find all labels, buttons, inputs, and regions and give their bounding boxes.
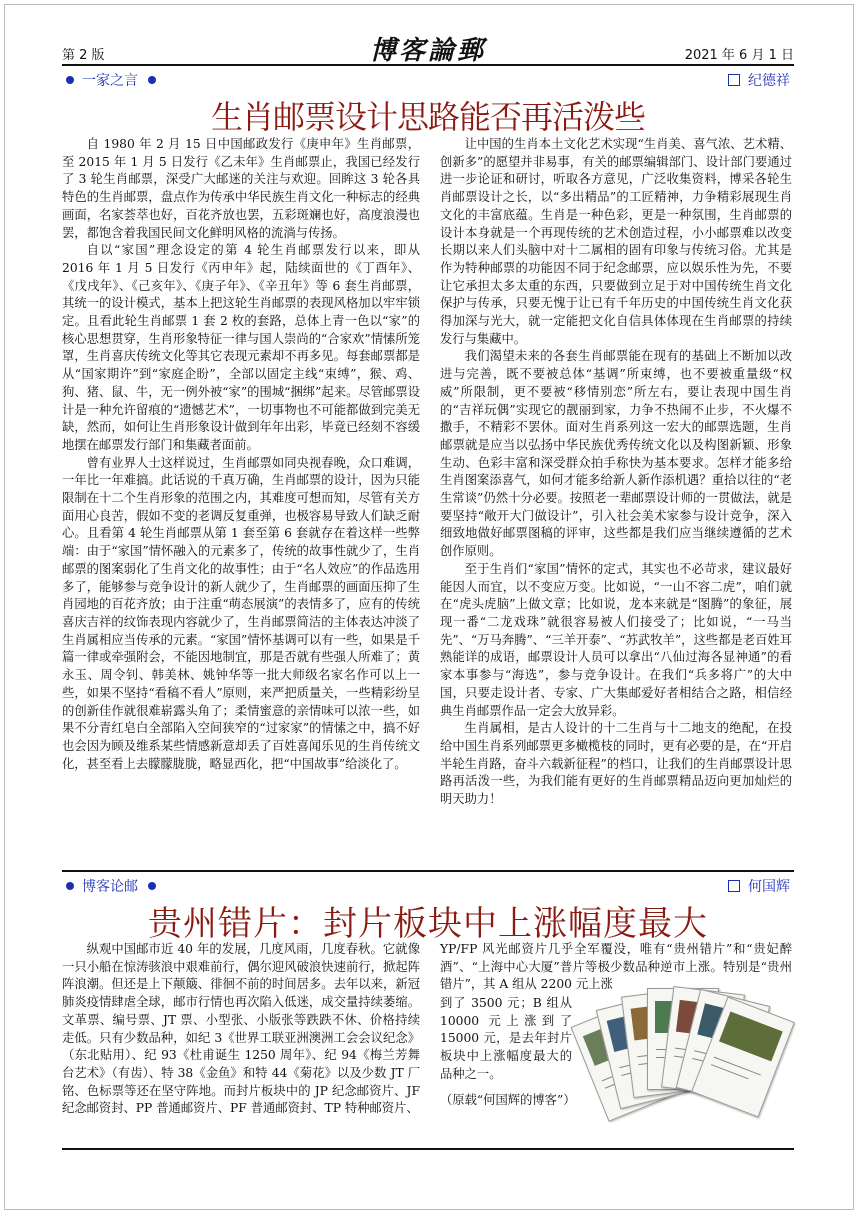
newspaper-title: 博客論郵: [369, 36, 486, 66]
author-name: 纪德祥: [748, 73, 790, 89]
article1-paragraph: 曾有业界人士这样说过，生肖邮票如同央视春晚，众口难调，一年比一年难搞。此话说的千真万确，生肖邮票的设计，因为只能限制在十二个生肖形象的范围之内，其难度可想而知，尽管有关方面用心良苦，假如不变的老调反复重弹，也极容易导致人们缺乏耐心。且看第 4 轮生肖邮票从第 1 套至第 6 套就存在着这样一些弊端：由于“家国”情怀融入的元素多了，传统的故事性就少了，生肖邮票的图案弱化了生肖文化的故事性；由于“名人效应”的作品选用多了，能够参与竞争设计的新人就少了，生肖邮票的画面压抑了生肖园地的百花齐放；由于注重“萌态展演”的表情多了，应有的传统喜庆吉祥的纹饰表现内容就少了，生肖邮票简洁的主体表达冲淡了生肖属相应当传承的元素。“家国”情怀基调可以有一些，如果是千篇一律或牵强附会，不能因地制宜，那是否就有些强人所难了；黄永玉、周令钊、韩美林、姚钟华等一批大师级名家名作可以上一些，如果不坚持“看稿不看人”原则，来严把质量关，一些精彩纷呈的创新佳作就很难崭露头角了；柔情蜜意的亲情味可以浓一些，如果不分青红皂白全部陷入空间狭窄的“过家家”的情愫之中，搞不好也会因为顾及维系某些情感新意却丢了百姓喜闻乐见的生肖传统文化，甚至看上去朦朦胧胧，略显西化，把“中国故事”给淡化了。: [62, 455, 420, 771]
article1-paragraph: 生肖属相，是古人设计的十二生肖与十二地支的绝配，在投给中国生肖系列邮票更多橄榄枝的同时，更有必要的是，在“开启半轮生肖路，奋斗六载新征程”的档口，让我们的生肖邮票设计思路再活泼一些，为我们能有更好的生肖邮票精品迈向更加灿烂的明天助力！: [440, 721, 792, 807]
author-byline-1: [728, 70, 790, 90]
bottom-rule: [62, 1148, 794, 1150]
article2-paragraph: 到了 3500 元；B 组从 10000 元上涨到了 15000 元，是去年封片板块中上涨幅度最大的品种之一。: [440, 996, 572, 1081]
source-note: （原载“何国辉的博客”）: [440, 1092, 576, 1107]
edition-label: 第 2 版: [62, 48, 105, 63]
postal-covers-photo: [585, 980, 793, 1120]
section-bar-2: [62, 874, 794, 896]
section-bar-1: [62, 68, 794, 90]
author-byline-2: [728, 876, 790, 896]
section-divider: [62, 870, 794, 872]
section-label-text: 博客论邮: [82, 879, 138, 895]
masthead-rule: [62, 64, 794, 66]
article1-paragraph: 让中国的生肖本土文化艺术实现“生肖美、喜气浓、艺术精、创新多”的愿望并非易事，有关的邮票编辑部门、设计部门要通过进一步论证和研讨，听取各方意见，广泛收集资料，博采各轮生肖邮票设计之长，以“多出精品”的工匠精神，力争精彩展现生肖文化的丰富底蕴。生肖是一种色彩，更是一种氛围，生肖邮票的设计本身就是一个再现传统的艺术创造过程，小小邮票难以改变长期以来人们头脑中对十二属相的固有印象与传统习俗。尤其是作为特种邮票的功能因不同于纪念邮票，应以娱乐性为先，不要让它承担太多太重的东西，只要做到立足于对中国传统生肖文化保护与传承，只要无愧于让已有千年历史的中国传统生肖文化获得加深与光大，就一定能把文化自信具体体现在生肖邮票的持续发行与集藏中。: [440, 137, 792, 346]
article1-column-left: [62, 136, 420, 773]
article1-paragraph: 自以“家国”理念设定的第 4 轮生肖邮票发行以来，即从 2016 年 1 月 5 日发行《丙申年》起，陆续面世的《丁酉年》、《戊戌年》、《己亥年》、《庚子年》、《辛丑年》等 6 套生肖邮票，其统一的设计模式，基本上把这轮生肖邮票的表现风格加以牢牢锁定。且看此轮生肖邮票 1 套 2 枚的套路，总体上青一色以“家”的核心思想贯穿，生肖形象特征一律与国人崇尚的“合家欢”情愫所笼罩，生肖喜庆传统文化等其它表现元素却不再多见。每套邮票都是从“国家期许”到“家庭企盼”，全部以固定主线“束缚”，猴、鸡、狗、猪、鼠、牛，无一例外被“家”的围城“捆绑”起来。尽管邮票设计是一种允许留痕的“遗憾艺术”，一切事物也不可能都做到完美无缺，然而，如何让生肖形象设计做到年年出彩，毕竟已经刻不容缓地摆在邮票发行部门和集藏者面前。: [62, 243, 420, 452]
issue-date: 2021 年 6 月 1 日: [684, 48, 794, 63]
article2-column-left: [62, 941, 420, 1118]
article1-paragraph: 至于生肖们“家国”情怀的定式，其实也不必苛求，建议最好能因人而宜，以不变应万变。比如说，“一山不容二虎”，咱们就在“虎头虎脑”上做文章；比如说，龙本来就是“图腾”的象征，展现一番“二龙戏珠”就很容易被人们接受了；比如说，“一马当先”、“万马奔腾”、“三羊开泰”、“苏武牧羊”，这些都是老百姓耳熟能详的成语，邮票设计人员可以拿出“八仙过海各显神通”的看家本事参与“海选”，参与竞争设计。在我们“兵多将广”的大中国，只要走设计者、专家、广大集邮爱好者相结合之路，相信经典生肖邮票作品一定会大放异彩。: [440, 561, 792, 718]
article2-paragraph: YP/FP 风光邮资片几乎全军覆没，唯有“贵州错片”和“贵妃醉酒”、“上海中心大厦”普片等极少数品种逆市上涨。特别是“贵州错片”，其 A 组从 2200 元上涨: [440, 942, 792, 992]
author-name: 何国辉: [748, 879, 790, 895]
bullet-dot-icon: [148, 76, 156, 84]
bullet-dot-icon: [66, 76, 74, 84]
masthead: [62, 30, 794, 66]
article1-headline: 生肖邮票设计思路能否再活泼些: [210, 98, 645, 136]
section-label-1: [66, 70, 156, 90]
section-label-text: 一家之言: [82, 73, 138, 89]
byline-box-icon: [728, 880, 740, 892]
article1-paragraph: 我们渴望未来的各套生肖邮票能在现有的基础上不断加以改进与完善，既不要被总体“基调”所束缚，也不要被重量级“权威”所限制，更不要被“移情别恋”所左右，要让表现中国生肖的“吉祥玩偶”实现它的靓丽到家，力争不热闹不止步，不火爆不撒手，不精彩不罢休。面对生肖系列这一宏大的邮票选题，生肖邮票就是应当以弘扬中华民族优秀传统文化以及构图新颖、形象生动、色彩丰富和深受群众拍手称快为基本要求。怎样才能多给生肖图案添喜气，如何才能多给新人新作添机遇？重拾以往的“老生常谈”仍然十分必要。按照老一辈邮票设计师的一贯做法，就是要坚持“敞开大门做设计”，引入社会美术家参与设计竞争，深入细致地做好邮票图稿的评审，这些都是我们应当继续遵循的艺术创作原则。: [440, 349, 792, 559]
article2-column-right-narrow: [440, 995, 576, 1109]
article2-paragraph: 纵观中国邮市近 40 年的发展，几度风雨，几度春秋。它就像一只小船在惊涛骇浪中艰难前行，偶尔迎风破浪快速前行，掀起阵阵浪潮。但还是上下颠簸、徘徊不前的时间居多。去年以来，新冠肺炎疫情肆虐全球，邮市行情也再次陷入低迷，成交量持续萎缩。文革票、编号票、JT 票、小型张、小版张等跌跌不休、价格持续走低。只有少数品种，如纪 3《世界工联亚洲澳洲工会会议纪念》（东北贴用）、纪 93《杜甫诞生 1250 周年》、纪 94《梅兰芳舞台艺术》（有齿）、特 38《金鱼》和特 44《菊花》以及少数 JT 厂铭、色标票等还在坚守阵地。而封片板块中的 JP 纪念邮资片、JF 纪念邮资封、PP 普通邮资片、PF 普通邮资封、TP 特种邮资片、: [62, 942, 420, 1116]
bullet-dot-icon: [66, 882, 74, 890]
article1-column-right: [440, 136, 792, 809]
article1-paragraph: 自 1980 年 2 月 15 日中国邮政发行《庚申年》生肖邮票，至 2015 年 1 月 5 日发行《乙未年》生肖邮票止，我国已经发行了 3 轮生肖邮票，深受广大邮迷的关注与欢迎。回眸这 3 轮各具特色的生肖邮票，盘点作为传承中华民族生肖文化一种标志的经典画面，名家荟萃也好，百花齐放也罢，五彩斑斓也好，高度浪漫也罢，都饱含着我国民间文化鲜明风格的流淌与传扬。: [62, 137, 420, 240]
bullet-dot-icon: [148, 882, 156, 890]
article2-headline: 贵州错片：封片板块中上涨幅度最大: [148, 904, 708, 944]
byline-box-icon: [728, 74, 740, 86]
section-label-2: [66, 876, 156, 896]
